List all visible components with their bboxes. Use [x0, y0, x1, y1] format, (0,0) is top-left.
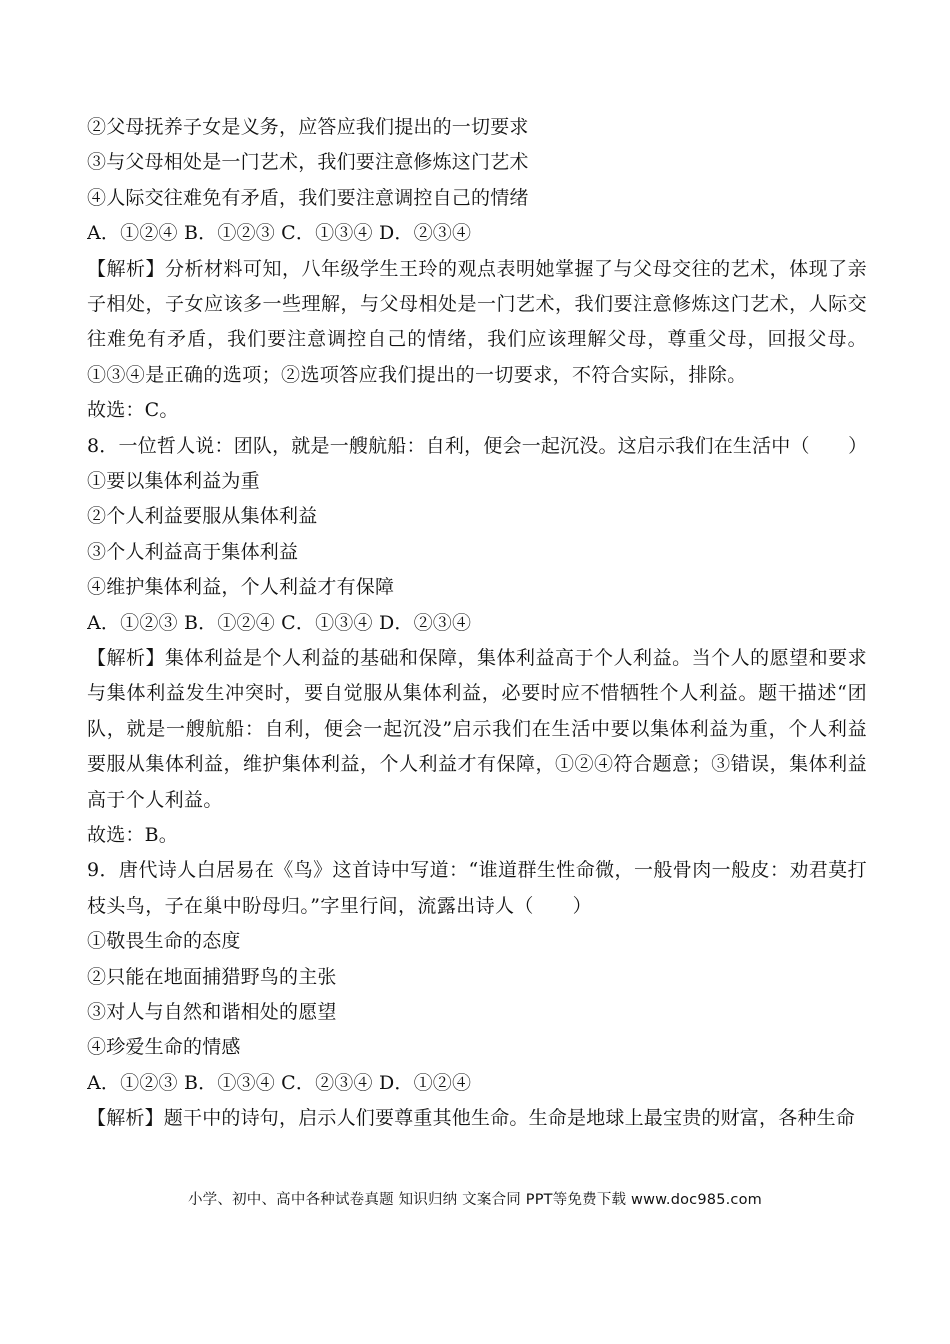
- q9-option-3: ③对人与自然和谐相处的愿望: [87, 1000, 337, 1023]
- q7-option-2: ②父母抚养子女是义务，应答应我们提出的一切要求: [87, 116, 529, 138]
- q9-option-2: ②只能在地面捕猎野鸟的主张: [87, 965, 337, 988]
- q7-answer: 故选：C。: [87, 399, 179, 422]
- q8-answer: 故选：B。: [87, 823, 178, 846]
- q8-option-3: ③个人利益高于集体利益: [87, 540, 299, 563]
- q7-option-4: ④人际交往难免有矛盾，我们要注意调控自己的情绪: [87, 186, 529, 209]
- q8-stem: 8．一位哲人说：团队，就是一艘航船：自利，便会一起沉没。这启示我们在生活中（ ）: [87, 434, 867, 457]
- q8-option-1: ①要以集体利益为重: [87, 469, 260, 492]
- page-content: [87, 110, 867, 1137]
- q9-option-1: ①敬畏生命的态度: [87, 930, 241, 953]
- page-footer: 小学、初中、高中各种试卷真题 知识归纳 文案合同 PPT等免费下载 www.doc985.com: [187, 1192, 763, 1208]
- q9-stem: 9．唐代诗人白居易在《鸟》这首诗中写道：“谁道群生性命微，一般骨肉一般皮：劝君莫打枝头鸟，子在巢中盼母归。”字里行间，流露出诗人（ ）: [87, 859, 867, 917]
- q7-option-3: ③与父母相处是一门艺术，我们要注意修炼这门艺术: [87, 151, 529, 174]
- q8-analysis: 【解析】集体利益是个人利益的基础和保障，集体利益高于个人利益。当个人的愿望和要求与集体利益发生冲突时，要自觉服从集体利益，必要时应不惜牺牲个人利益。题干描述“团队，就是一艘航船：自利，便会一起沉没”启示我们在生活中要以集体利益为重，个人利益要服从集体利益，维护集体利益，个人利益才有保障，①②④符合题意；③错误，集体利益高于个人利益。: [87, 646, 867, 811]
- q7-answer-choices: A．①②④ B．①②③ C．①③④ D．②③④: [87, 222, 472, 245]
- q8-option-2: ②个人利益要服从集体利益: [87, 505, 318, 528]
- q9-analysis: 【解析】题干中的诗句，启示人们要尊重其他生命。生命是地球上最宝贵的财富，各种生命: [87, 1107, 856, 1130]
- q9-option-4: ④珍爱生命的情感: [87, 1036, 241, 1059]
- q9-answer-choices: A．①②③ B．①③④ C．②③④ D．①②④: [87, 1071, 472, 1094]
- q8-option-4: ④维护集体利益，个人利益才有保障: [87, 576, 395, 599]
- q8-answer-choices: A．①②③ B．①②④ C．①③④ D．②③④: [87, 611, 472, 634]
- q7-analysis: 【解析】分析材料可知，八年级学生王玲的观点表明她掌握了与父母交往的艺术，体现了亲子相处，子女应该多一些理解，与父母相处是一门艺术，我们要注意修炼这门艺术，人际交往难免有矛盾，我们要注意调控自己的情绪，我们应该理解父母，尊重父母，回报父母。①③④是正确的选项；②选项答应我们提出的一切要求，不符合实际，排除。: [87, 257, 867, 386]
